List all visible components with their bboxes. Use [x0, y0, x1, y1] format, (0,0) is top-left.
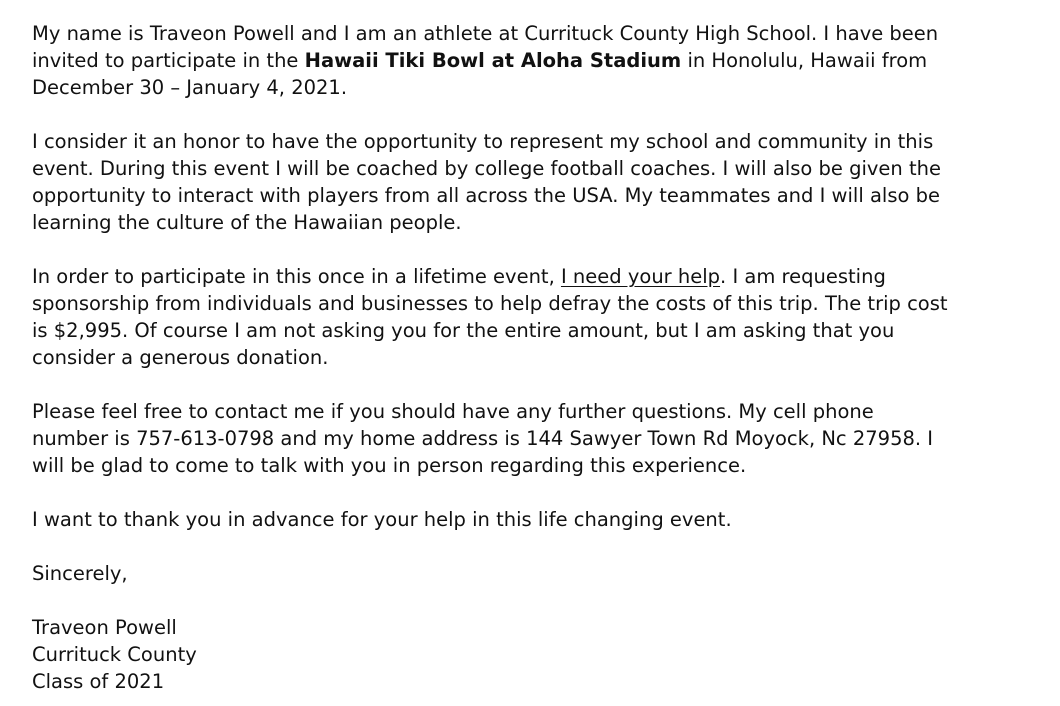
- honor-line-3: opportunity to interact with players from all across the USA. My teammates and I will also be: [32, 184, 940, 207]
- intro-line-1: My name is Traveon Powell and I am an athlete at Currituck County High School. I have been: [32, 22, 939, 45]
- closing-line: Sincerely,: [32, 562, 128, 585]
- intro-line-2-end: in Honolulu, Hawaii from: [681, 49, 928, 72]
- request-line-1-end: . I am requesting: [720, 265, 886, 288]
- intro-line-3: December 30 – January 4, 2021.: [32, 76, 348, 99]
- signature-class: Class of 2021: [32, 670, 165, 693]
- signature-name: Traveon Powell: [32, 616, 177, 639]
- request-line-1-start: In order to participate in this once in a lifetime event,: [32, 265, 561, 288]
- request-line-4: consider a generous donation.: [32, 346, 329, 369]
- signature-block: [32, 614, 1052, 695]
- thanks-paragraph: [32, 506, 1052, 533]
- honor-line-4: learning the culture of the Hawaiian people.: [32, 211, 462, 234]
- intro-line-2: [32, 47, 1052, 74]
- honor-line-1: I consider it an honor to have the opportunity to represent my school and community in this: [32, 130, 934, 153]
- thanks-line: I want to thank you in advance for your help in this life changing event.: [32, 508, 732, 531]
- event-name: Hawaii Tiki Bowl at Aloha Stadium: [304, 49, 682, 72]
- honor-line-2: event. During this event I will be coached by college football coaches. I will also be given the: [32, 157, 941, 180]
- honor-paragraph: [32, 128, 1052, 236]
- intro-line-2-start: invited to participate in the: [32, 49, 305, 72]
- contact-paragraph: [32, 398, 1052, 479]
- contact-line-2: number is 757-613-0798 and my home address is 144 Sawyer Town Rd Moyock, Nc 27958. I: [32, 427, 934, 450]
- request-line-1: [32, 263, 1052, 290]
- contact-line-1: Please feel free to contact me if you should have any further questions. My cell phone: [32, 400, 874, 423]
- contact-line-3: will be glad to come to talk with you in person regarding this experience.: [32, 454, 747, 477]
- signature-county: Currituck County: [32, 643, 197, 666]
- letter-body: [32, 20, 1052, 695]
- help-emphasis: I need your help: [560, 265, 721, 288]
- closing: [32, 560, 1052, 587]
- intro-paragraph: [32, 20, 1052, 101]
- request-line-3: is $2,995. Of course I am not asking you for the entire amount, but I am asking that you: [32, 319, 895, 342]
- request-line-2: sponsorship from individuals and businesses to help defray the costs of this trip. The trip cost: [32, 292, 948, 315]
- request-paragraph: [32, 263, 1052, 371]
